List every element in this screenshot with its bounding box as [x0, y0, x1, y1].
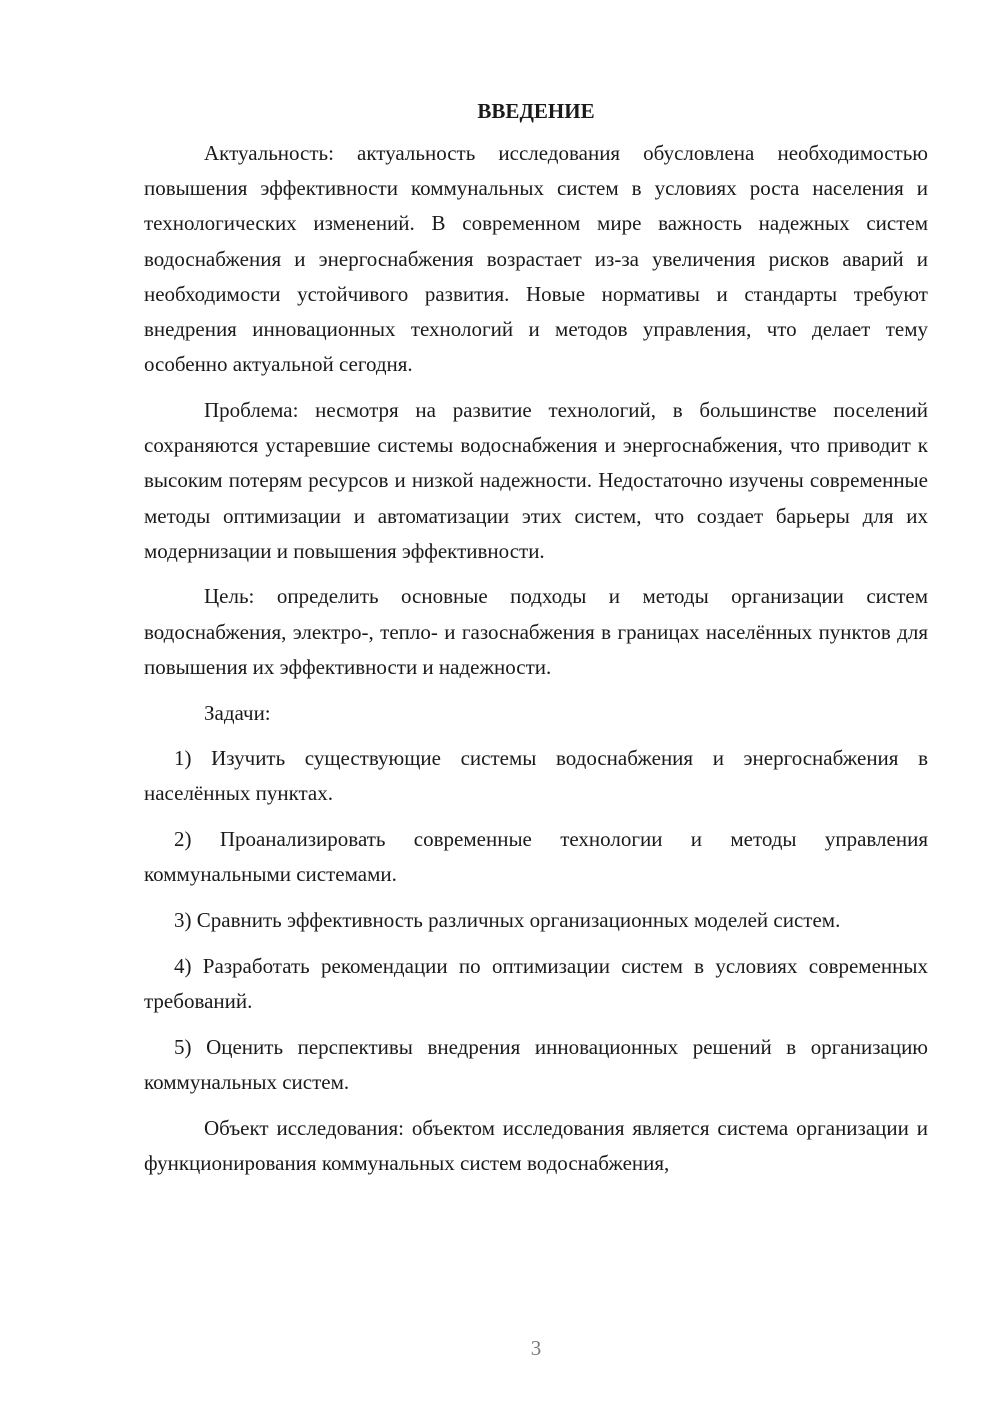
task-item-1: 1) Изучить существующие системы водоснабжения и энергоснабжения в населённых пунктах. — [144, 746, 928, 806]
page-number: 3 — [530, 1336, 542, 1360]
object-paragraph: Объект исследования: объектом исследования является система организации и функционирования коммунальных систем водоснабжения, — [144, 1115, 928, 1175]
task-item-5: 5) Оценить перспективы внедрения инновационных решений в организацию коммунальных систем. — [144, 1034, 928, 1094]
section-title: ВВЕДЕНИЕ — [477, 99, 595, 123]
document-page — [144, 96, 928, 1191]
goal-paragraph: Цель: определить основные подходы и методы организации систем водоснабжения, электро-, тепло- и газоснабжения в границах населённых пунктов для повышения их эффективности и надежности. — [144, 584, 928, 679]
task-item-2: 2) Проанализировать современные технологии и методы управления коммунальными системами. — [144, 827, 928, 887]
relevance-paragraph: Актуальность: актуальность исследования обусловлена необходимостью повышения эффективности коммунальных систем в условиях роста населения и технологических изменений. В современном мире важность надежных систем водоснабжения и энергоснабжения возрастает из-за увеличения рисков аварий и необходимости устойчивого развития. Новые нормативы и стандарты требуют внедрения инновационных технологий и методов управления, что делает тему особенно актуальной сегодня. — [144, 141, 928, 377]
tasks-heading: Задачи: — [204, 700, 271, 725]
task-item-4: 4) Разработать рекомендации по оптимизации систем в условиях современных требований. — [144, 953, 928, 1013]
task-item-3: 3) Сравнить эффективность различных организационных моделей систем. — [174, 908, 841, 933]
problem-paragraph: Проблема: несмотря на развитие технологий, в большинстве поселений сохраняются устаревшие системы водоснабжения и энергоснабжения, что приводит к высоким потерям ресурсов и низкой надежности. Недостаточно изучены современные методы оптимизации и автоматизации этих систем, что создает барьеры для их модернизации и повышения эффективности. — [144, 397, 928, 563]
